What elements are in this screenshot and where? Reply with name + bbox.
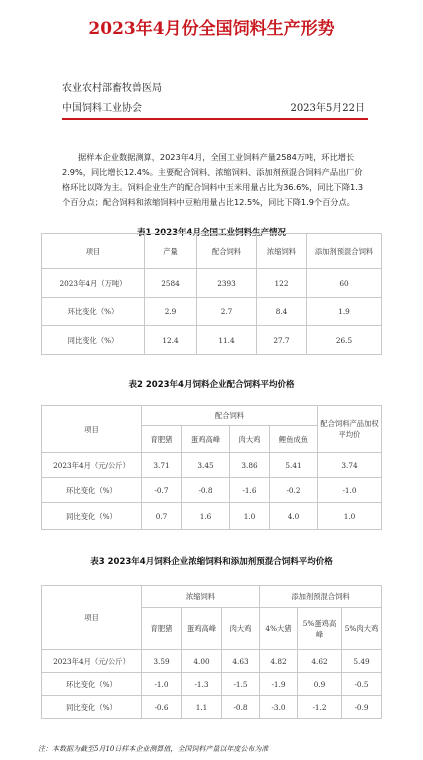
table-cell: -1.3: [182, 673, 222, 696]
table1-header-cell: 产量: [145, 234, 197, 269]
table2-premix-header: 配合饲料产品加权平均价: [318, 406, 382, 453]
table-cell: 1.6: [182, 503, 230, 530]
table-cell: -3.0: [260, 696, 298, 719]
table-cell: 0.9: [298, 673, 342, 696]
table-cell: -1.6: [230, 478, 270, 503]
table-cell: 3.59: [142, 650, 182, 673]
table3-group-header-concentrate: 浓缩饲料: [142, 586, 260, 608]
table-row: [42, 696, 382, 719]
table-cell: 26.5: [307, 326, 382, 355]
table-cell: 2584: [145, 269, 197, 298]
table2-subheader-cell: 肉大鸡: [230, 426, 270, 453]
table-row: [42, 673, 382, 696]
table-row: [42, 478, 382, 503]
table2-group-header: 配合饲料: [142, 406, 318, 426]
table3-subheader-cell: 5%肉大鸡: [342, 608, 382, 650]
table-cell: 1.0: [318, 503, 382, 530]
table1-header-cell: 配合饲料: [197, 234, 257, 269]
row-label: 同比变化（%）: [42, 326, 145, 355]
table-cell: 4.82: [260, 650, 298, 673]
table-cell: 0.7: [142, 503, 182, 530]
table3-subheader-cell: 5%蛋鸡高峰: [298, 608, 342, 650]
table2-subheader-cell: 育肥猪: [142, 426, 182, 453]
table-cell: 5.49: [342, 650, 382, 673]
table-cell: 3.86: [230, 453, 270, 478]
header-divider: [62, 118, 368, 120]
table-cell: -0.8: [222, 696, 260, 719]
row-label: 环比变化（%）: [42, 298, 145, 326]
table-cell: 60: [307, 269, 382, 298]
table-cell: -1.0: [318, 478, 382, 503]
table1-caption: 表1 2023年4月全国工业饲料生产情况: [137, 228, 286, 238]
table-cell: 8.4: [257, 298, 307, 326]
issuer-bureau: 农业农村部畜牧兽医局: [62, 83, 162, 94]
table-cell: 2.7: [197, 298, 257, 326]
table-row: [42, 269, 382, 298]
issue-date: 2023年5月22日: [290, 103, 365, 114]
intro-paragraph: 据样本企业数据测算，2023年4月，全国工业饲料产量2584万吨，环比增长2.9%，同比增长12.4%。主要配合饲料、浓缩饲料、添加剂预混合饲料产品出厂价格环比以降为主。饲料企业生产的配合饲料中玉米用量占比为36.6%，同比下降1.3个百分点；配合饲料和浓缩饲料中豆粕用量占比12.5%，同比下降1.9个百分点。: [62, 152, 364, 207]
table2-subheader-cell: 蛋鸡高峰: [182, 426, 230, 453]
row-label: 环比变化（%）: [42, 478, 142, 503]
row-label: 同比变化（%）: [42, 503, 142, 530]
table1: [41, 233, 382, 355]
page-title: 2023年4月份全国饲料生产形势: [88, 19, 335, 39]
table-cell: 4.0: [270, 503, 318, 530]
table2-caption: 表2 2023年4月饲料企业配合饲料平均价格: [128, 380, 295, 390]
table1-header-cell: 项目: [42, 234, 145, 269]
table-cell: -0.5: [342, 673, 382, 696]
table-cell: 27.7: [257, 326, 307, 355]
table3-subheader-cell: 4%大猪: [260, 608, 298, 650]
table-cell: -1.2: [298, 696, 342, 719]
table-cell: 4.00: [182, 650, 222, 673]
table3-group-header-premix: 添加剂预混合饲料: [260, 586, 382, 608]
table-cell: 3.45: [182, 453, 230, 478]
table-cell: 11.4: [197, 326, 257, 355]
row-label: 2023年4月（元/公斤）: [42, 650, 142, 673]
table-cell: 122: [257, 269, 307, 298]
table-cell: -1.5: [222, 673, 260, 696]
table3: [41, 585, 382, 719]
table-cell: -0.9: [342, 696, 382, 719]
row-label: 2023年4月（万吨）: [42, 269, 145, 298]
table-row: [42, 453, 382, 478]
table3-header-row: [42, 586, 382, 608]
table1-header-row: [42, 234, 382, 269]
table3-subheader-cell: 育肥猪: [142, 608, 182, 650]
table-cell: -0.6: [142, 696, 182, 719]
table2-item-header: 项目: [42, 406, 142, 453]
table3-subheader-cell: 肉大鸡: [222, 608, 260, 650]
table-cell: -1.9: [260, 673, 298, 696]
table3-caption: 表3 2023年4月饲料企业浓缩饲料和添加剂预混合饲料平均价格: [90, 557, 333, 567]
table-cell: 1.0: [230, 503, 270, 530]
table-row: [42, 326, 382, 355]
table-cell: 1.1: [182, 696, 222, 719]
table-cell: 2.9: [145, 298, 197, 326]
issuer-association: 中国饲料工业协会: [62, 103, 142, 114]
row-label: 环比变化（%）: [42, 673, 142, 696]
table-row: [42, 503, 382, 530]
table3-item-header: 项目: [42, 586, 142, 650]
table2-subheader-cell: 鲤鱼成鱼: [270, 426, 318, 453]
table-cell: 1.9: [307, 298, 382, 326]
row-label: 2023年4月（元/公斤）: [42, 453, 142, 478]
table3-subheader-cell: 蛋鸡高峰: [182, 608, 222, 650]
table-cell: -0.2: [270, 478, 318, 503]
table1-header-cell: 浓缩饲料: [257, 234, 307, 269]
table-cell: -0.8: [182, 478, 230, 503]
table-cell: 5.41: [270, 453, 318, 478]
footnote: 注：本数据为截至5月10日样本企业测算值，全国饲料产量以年度公布为准: [38, 745, 269, 753]
table2-header-row: [42, 406, 382, 426]
table2: [41, 405, 382, 530]
row-label: 同比变化（%）: [42, 696, 142, 719]
table1-header-cell: 添加剂预混合饲料: [307, 234, 382, 269]
table-cell: 3.74: [318, 453, 382, 478]
table-cell: -0.7: [142, 478, 182, 503]
table-row: [42, 650, 382, 673]
table-row: [42, 298, 382, 326]
table-cell: 4.63: [222, 650, 260, 673]
table-cell: 2393: [197, 269, 257, 298]
table-cell: -1.0: [142, 673, 182, 696]
table-cell: 3.71: [142, 453, 182, 478]
table-cell: 12.4: [145, 326, 197, 355]
table-cell: 4.62: [298, 650, 342, 673]
